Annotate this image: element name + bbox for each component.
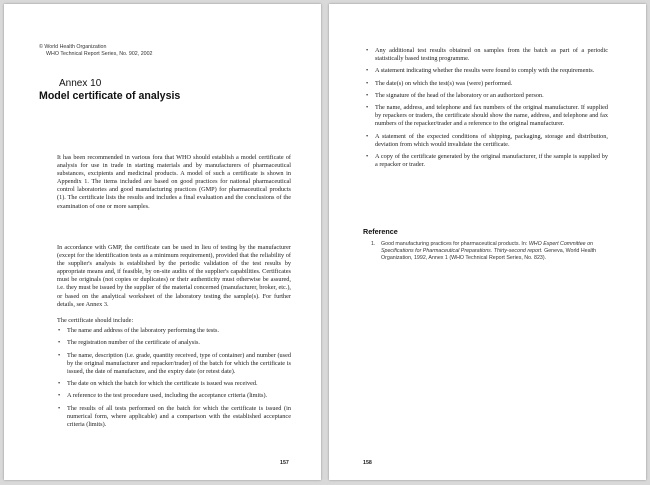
intro-paragraph: It has been recommended in various fora that WHO should establish a model certificate of analysis for use in trade in starting materials and by manufacturers of pharmaceutical substances, excipients and medicinal products. A model of such a certificate is shown in Appendix 1. The items included are based on good practices for national pharmaceutical control laboratories and good manufacturing practices (GMP) for pharmaceutical products (1). The certificate lists the results and includes a final evaluation and the conclusions of the examination of one or more samples. [57, 154, 291, 210]
header-series: WHO Technical Report Series, No. 902, 2002 [46, 51, 153, 57]
list-item: • The name and address of the laboratory performing the tests. [58, 327, 220, 334]
page-158 [329, 4, 646, 480]
reference-number: 1. [371, 241, 376, 247]
page-number: 157 [280, 460, 289, 466]
list-item: • The date on which the batch for which the certificate is issued was received. [58, 380, 258, 388]
list-item: • The signature of the head of the laboratory or an authorized person. [366, 91, 544, 99]
bullet-icon: • [366, 132, 369, 140]
list-item: • Any additional test results obtained on samples from the batch as part of a periodic statistically based testing programme. [366, 47, 608, 63]
reference-source: WHO Expert Committee on Specifications for Pharmaceutical Preparations. Thirty-second report. [381, 241, 593, 255]
list-item: • The name, description (i.e. grade, quantity received, type of container) and number (used by the original manufacturer and repacker/trader) of the batch for which the certificate is issued, the date of manufacture, and the expiry date (or retest date). [58, 351, 291, 375]
bullet-icon: • [58, 380, 61, 388]
list-item: • The date(s) on which the test(s) was (were) performed. [366, 79, 513, 87]
bullet-icon: • [366, 91, 369, 99]
certificate-items-list-continued [365, 47, 608, 173]
list-item: • The results of all tests performed on the batch for which the certificate is issued (in numerical form, where applicable) and a comparison with the established acceptance criteria (limits). [58, 404, 291, 428]
header-copyright: © World Health Organization [39, 44, 107, 50]
list-intro: The certificate should include: [57, 317, 134, 324]
list-item: • A reference to the test procedure used, including the acceptance criteria (limits). [58, 392, 268, 400]
bullet-icon: • [366, 153, 369, 161]
list-item: • A copy of the certificate generated by the original manufacturer, if the sample is supplied by a repacker or trader. [366, 153, 608, 169]
reference-heading: Reference [363, 227, 398, 236]
bullet-icon: • [58, 392, 61, 400]
bullet-icon: • [366, 47, 369, 54]
bullet-icon: • [58, 404, 61, 412]
bullet-icon: • [366, 104, 369, 112]
certificate-items-list [57, 327, 291, 433]
list-item: • A statement of the expected conditions of shipping, packaging, storage and distribution, deviation from which would invalidate the certificate. [366, 132, 608, 148]
bullet-icon: • [58, 327, 61, 334]
list-item: • The name, address, and telephone and fax numbers of the original manufacturer. If supplied by repackers or traders, the certificate should show the name, address, and telephone and fax numbers of the repacker/trader and a reference to the original manufacturer. [366, 104, 608, 128]
list-item: • The registration number of the certificate of analysis. [58, 339, 200, 347]
gmp-paragraph: In accordance with GMP, the certificate can be used in lieu of testing by the manufacturer (except for the identification tests as a minimum requirement), provided that the reliability of the supplier's analysis is established by the periodic validation of the test results by appropriate means and, if feasible, by on-site audits of the supplier's capabilities. Certificates must be originals (not copies or duplicates) or their authenticity must otherwise be assured, i.e. they must be issued by the supplier of the material concerned (manufacturer, broker, etc.), or based on the analytical worksheet of the laboratory testing the sample(s). For further details, see Annex 3. [57, 244, 291, 308]
bullet-icon: • [58, 351, 61, 359]
reference-item: 1. Good manufacturing practices for pharmaceutical products. In: WHO Expert Committee on Specifications for Pharmaceutical Preparations. Thirty-second report. Geneva, World Health Organization, 1992, Annex 1 (WHO Technical Report Series, No. 823). [371, 241, 597, 262]
bullet-icon: • [366, 79, 369, 87]
document-title: Model certificate of analysis [39, 90, 181, 102]
page-number: 158 [363, 460, 372, 466]
list-item: • A statement indicating whether the results were found to comply with the requirements. [366, 67, 595, 75]
bullet-icon: • [58, 339, 61, 347]
annex-label: Annex 10 [59, 78, 102, 89]
bullet-icon: • [366, 67, 369, 75]
page-157 [4, 4, 321, 480]
